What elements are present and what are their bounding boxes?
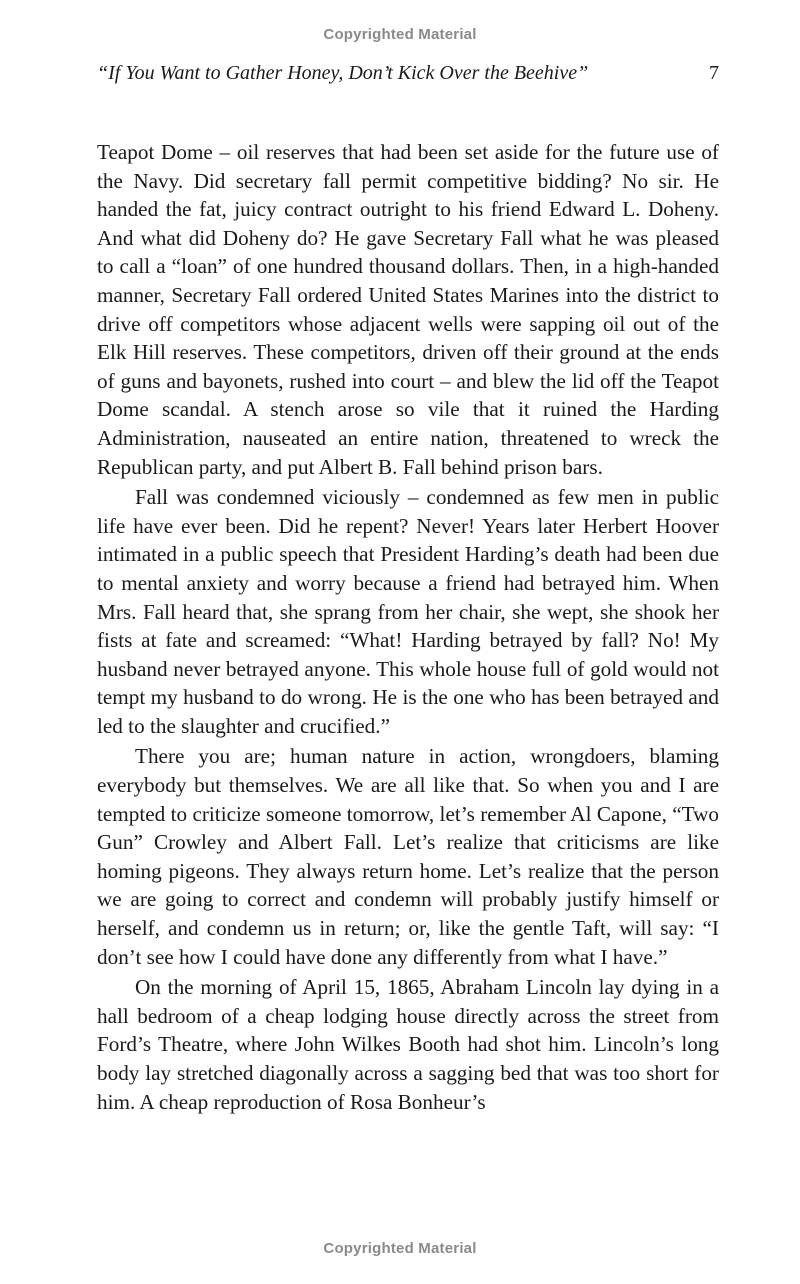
page-number: 7 — [709, 62, 719, 84]
paragraph: There you are; human nature in action, wrongdoers, blaming everybody but themselves. We are all like that. So when you and I are tempted to criticize someone tomorrow, let’s remember Al Capone, “Two Gun” Crowley and Albert Fall. Let’s realize that criticisms are like homing pigeons. They always return home. Let’s realize that the person we are going to correct and condemn will probably justify himself or herself, and condemn us in return; or, like the gentle Taft, will say: “I don’t see how I could have done any differently from what I have.” — [97, 744, 719, 969]
paragraph: Teapot Dome – oil reserves that had been set aside for the future use of the Navy. Did secretary fall permit competitive bidding? No sir. He handed the fat, juicy contract outright to his friend Edward L. Doheny. And what did Doheny do? He gave Secretary Fall what he was pleased to call a “loan” of one hundred thousand dollars. Then, in a high-handed manner, Secretary Fall ordered United States Marines into the district to drive off competitors whose adjacent wells were sapping oil out of the Elk Hill reserves. These competitors, driven off their ground at the ends of guns and bayonets, rushed into court – and blew the lid off the Teapot Dome scandal. A stench arose so vile that it ruined the Harding Administration, nauseated an entire nation, threatened to wreck the Republican party, and put Albert B. Fall behind prison bars. — [97, 140, 719, 479]
copyright-watermark-top: Copyrighted Material — [323, 26, 477, 43]
paragraph: Fall was condemned viciously – condemned as few men in public life have ever been. Did he repent? Never! Years later Herbert Hoover intimated in a public speech that President Harding’s death had been due to mental anxiety and worry because a friend had betrayed him. When Mrs. Fall heard that, she sprang from her chair, she wept, she shook her fists at fate and screamed: “What! Harding betrayed by fall? No! My husband never betrayed anyone. This whole house full of gold would not tempt my husband to do wrong. He is the one who has been betrayed and led to the slaughter and crucified.” — [97, 485, 719, 738]
paragraph: On the morning of April 15, 1865, Abraham Lincoln lay dying in a hall bedroom of a cheap lodging house directly across the street from Ford’s Theatre, where John Wilkes Booth had shot him. Lincoln’s long body lay stretched diagonally across a sagging bed that was too short for him. A cheap reproduction of Rosa Bonheur’s — [97, 975, 719, 1114]
copyright-watermark-bottom: Copyrighted Material — [323, 1240, 477, 1257]
running-header — [97, 62, 719, 92]
running-title: “If You Want to Gather Honey, Don’t Kick Over the Beehive” — [97, 62, 589, 84]
body-text — [97, 138, 719, 1116]
